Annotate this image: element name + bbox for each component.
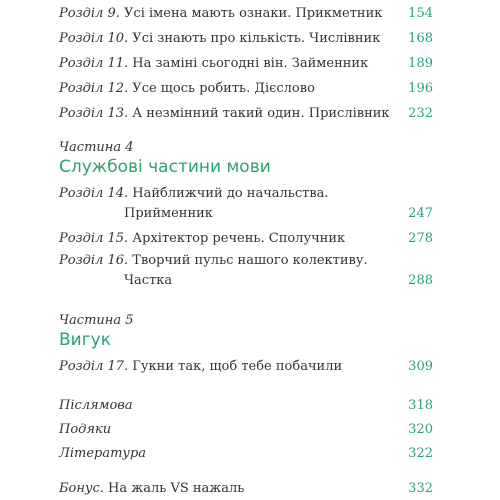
chapter-title: На заміні сьогодні він. Займенник (132, 56, 369, 71)
page-number: 288 (408, 273, 433, 288)
afterword-label: Післямова (59, 398, 133, 413)
chapter-prefix: Розділ 10. (59, 31, 129, 46)
chapter-title-line-2: Прийменник (124, 206, 213, 221)
page-number: 196 (408, 81, 433, 96)
page-number: 278 (408, 231, 433, 246)
toc-entry-chapter-16[interactable] (59, 252, 433, 292)
page-number: 154 (408, 6, 433, 21)
part-5-label: Частина 5 (59, 313, 134, 328)
page-number: 309 (408, 359, 433, 374)
page-number: 318 (408, 398, 433, 413)
bonus-title: На жаль VS нажаль (108, 481, 245, 496)
chapter-prefix: Розділ 11. (59, 56, 129, 71)
page-number: 332 (408, 481, 433, 496)
chapter-prefix: Розділ 14. (59, 186, 129, 201)
chapter-prefix: Розділ 17. (59, 359, 129, 374)
literature-label: Література (59, 446, 147, 461)
page-number: 247 (408, 206, 433, 221)
part-4-label: Частина 4 (59, 140, 134, 155)
chapter-title: Усе щось робить. Дієслово (132, 81, 315, 96)
page-number: 189 (408, 56, 433, 71)
chapter-title: Усі імена мають ознаки. Прикметник (124, 6, 383, 21)
chapter-prefix: Розділ 12. (59, 81, 129, 96)
bonus-prefix: Бонус. (59, 481, 104, 496)
part-5-title[interactable]: Вигук (59, 330, 111, 350)
chapter-title-line-1: Творчий пульс нашого колективу. (132, 253, 368, 268)
page-number: 232 (408, 106, 433, 121)
toc-entry-chapter-14[interactable] (59, 185, 433, 225)
chapter-title: Гукни так, щоб тебе побачили (132, 359, 343, 374)
chapter-prefix: Розділ 15. (59, 231, 129, 246)
chapter-prefix: Розділ 13. (59, 106, 129, 121)
chapter-prefix: Розділ 9. (59, 6, 120, 21)
chapter-prefix: Розділ 16. (59, 253, 129, 268)
page-number: 320 (408, 422, 433, 437)
page-number: 168 (408, 31, 433, 46)
chapter-title-line-1: Найближчий до начальства. (132, 186, 329, 201)
part-4-title[interactable]: Службові частини мови (59, 157, 271, 177)
chapter-title: Архітектор речень. Сполучник (132, 231, 346, 246)
chapter-title: Усі знають про кількість. Числівник (132, 31, 381, 46)
thanks-label: Подяки (59, 422, 112, 437)
page-number: 322 (408, 446, 433, 461)
chapter-title-line-2: Частка (124, 273, 173, 288)
chapter-title: А незмінний такий один. Прислівник (132, 106, 390, 121)
